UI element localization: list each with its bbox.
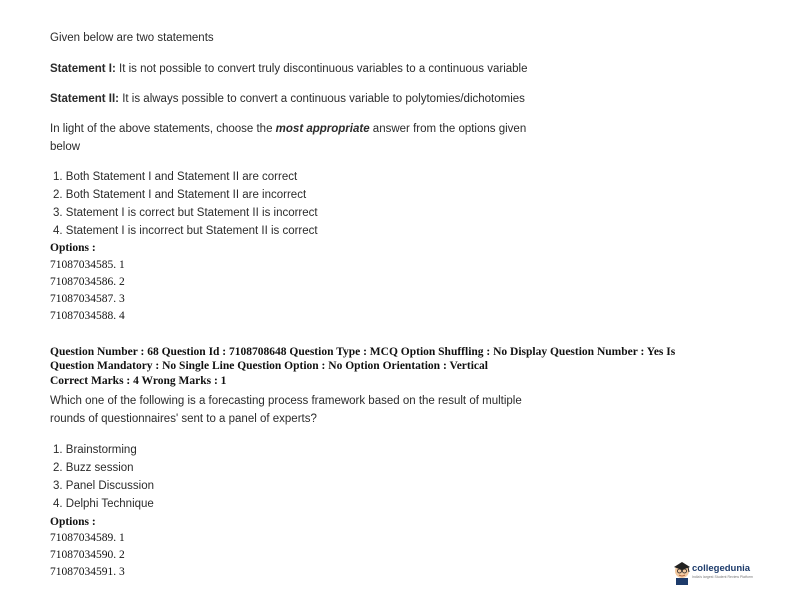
- q2-option-id: 71087034591. 3: [50, 566, 125, 578]
- q1-choice: 4. Statement I is incorrect but Statement II is correct: [53, 225, 318, 237]
- q1-prompt-start: In light of the above statements, choose the: [50, 123, 276, 135]
- q1-choice: 3. Statement I is correct but Statement II is incorrect: [53, 207, 318, 219]
- q2-text: Which one of the following is a forecasting process framework based on the result of multiple: [50, 395, 522, 407]
- statement-1: [50, 63, 528, 75]
- statement-2-text: It is always possible to convert a continuous variable to polytomies/dichotomies: [119, 93, 525, 105]
- q2-meta-cont: Question Mandatory : No Single Line Question Option : No Option Orientation : Vertical: [50, 360, 488, 372]
- q2-option-id: 71087034590. 2: [50, 549, 125, 561]
- collegedunia-logo: [672, 560, 762, 586]
- q2-meta: Question Number : 68 Question Id : 7108708648 Question Type : MCQ Option Shuffling : No Display Question Number : Yes Is: [50, 346, 676, 358]
- q2-option-id: 71087034589. 1: [50, 532, 125, 544]
- q1-prompt: [50, 123, 526, 135]
- q2-choice: 4. Delphi Technique: [53, 498, 154, 510]
- q1-option-id: 71087034588. 4: [50, 310, 125, 322]
- q1-intro: Given below are two statements: [50, 32, 214, 44]
- q1-prompt-end: answer from the options given: [369, 123, 527, 135]
- statement-2: [50, 93, 525, 105]
- q1-option-id: 71087034585. 1: [50, 259, 125, 271]
- q1-option-id: 71087034587. 3: [50, 293, 125, 305]
- mascot-icon: [672, 560, 692, 586]
- logo-name: collegedunia: [692, 563, 751, 574]
- q2-choice: 1. Brainstorming: [53, 444, 137, 456]
- q1-choice: 2. Both Statement I and Statement II are incorrect: [53, 189, 307, 201]
- q1-prompt-cont: below: [50, 141, 81, 153]
- statement-1-text: It is not possible to convert truly discontinuous variables to a continuous variable: [115, 63, 528, 75]
- q2-options-label: Options :: [50, 516, 96, 528]
- q1-choice: 1. Both Statement I and Statement II are correct: [53, 171, 298, 183]
- q1-options-label: Options :: [50, 242, 96, 254]
- q1-prompt-emphasis: most appropriate: [275, 123, 370, 135]
- q2-marks: Correct Marks : 4 Wrong Marks : 1: [50, 375, 227, 387]
- statement-2-label: Statement II:: [50, 93, 120, 105]
- logo-tagline: India's largest Student Review Platform: [692, 575, 753, 579]
- q2-choice: 3. Panel Discussion: [53, 480, 154, 492]
- q2-choice: 2. Buzz session: [53, 462, 134, 474]
- q2-text-cont: rounds of questionnaires' sent to a panel of experts?: [50, 413, 317, 425]
- statement-1-label: Statement I:: [50, 63, 116, 75]
- q1-option-id: 71087034586. 2: [50, 276, 125, 288]
